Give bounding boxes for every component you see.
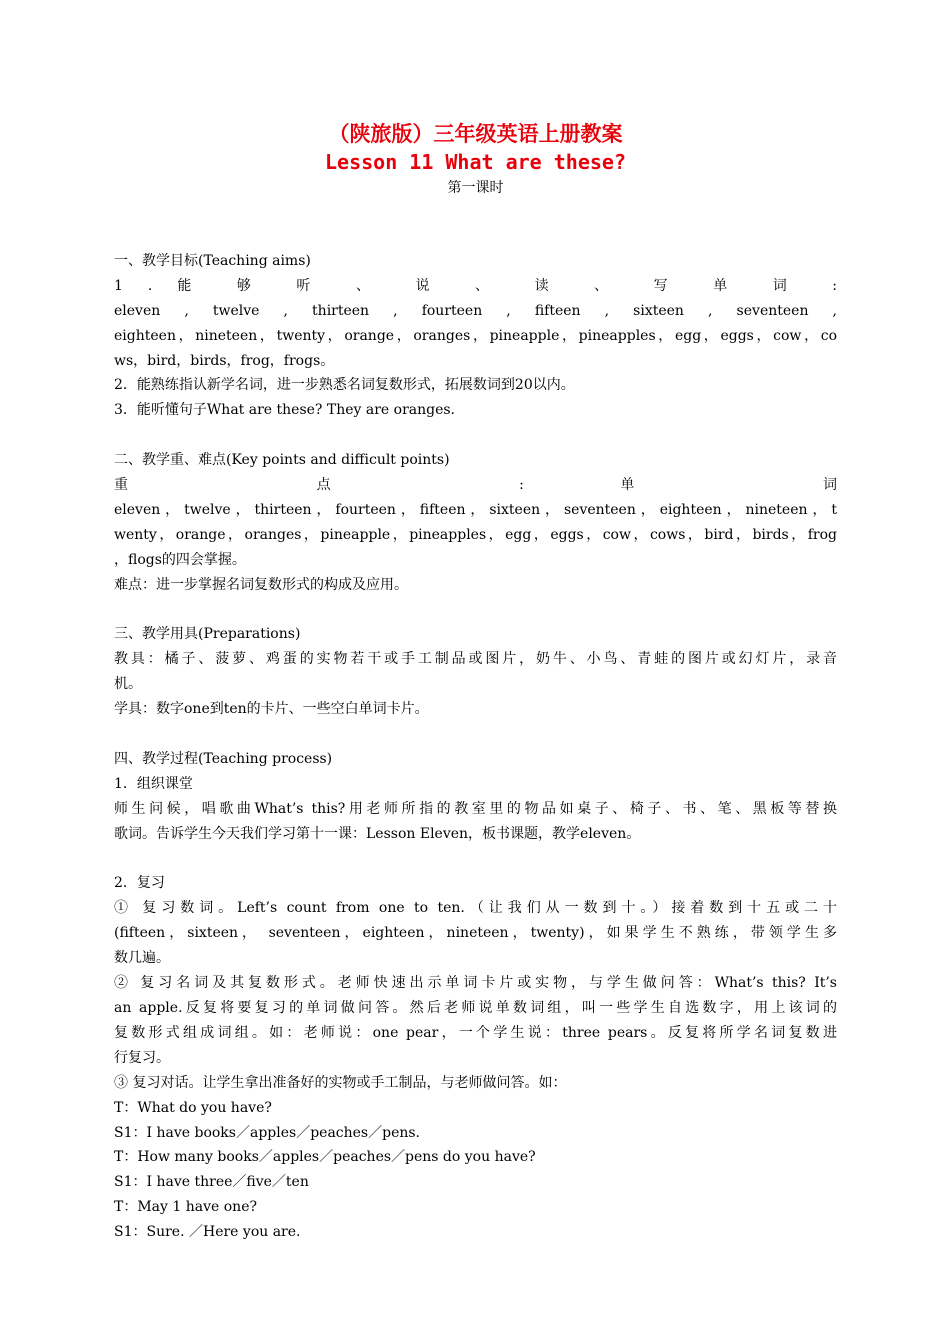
- key-points-lead: 重 点 : 单 词: [114, 477, 837, 494]
- aims-item2: 2．能熟练指认新学名词，进一步熟悉名词复数形式，拓展数词到20以内。: [114, 377, 575, 394]
- spacer: [114, 847, 837, 872]
- dialog-line: T：How many books／apples／peaches／pens do you have?: [114, 1149, 536, 1166]
- review-nouns: ② 复习名词及其复数形式。老师快速出示单词卡片或实物，与学生做问答：What’s this? It’s: [114, 975, 837, 992]
- aims-item1-words: eighteen，nineteen，twenty，orange，oranges，pineapple，pineapples，egg，eggs，cow，co: [114, 327, 837, 344]
- key-points-words: ，flogs的四会掌握。: [114, 551, 246, 568]
- review-dialog-intro: ③ 复习对话。让学生拿出准备好的实物或手工制品，与老师做问答。如：: [114, 1074, 567, 1091]
- aims-item1-lead: 1 . 能 够 听 、 说 、 读 、 写 单 词 :: [114, 277, 837, 294]
- review-nouns: 复数形式组成词组。如：老师说：one pear，一个学生说：three pears。反复将所学名词复数进: [114, 1024, 837, 1041]
- document-title: （陕旅版）三年级英语上册教案: [328, 121, 623, 146]
- lesson-title: Lesson 11 What are these?: [324, 150, 627, 174]
- difficult-points: 难点：进一步掌握名词复数形式的构成及应用。: [114, 576, 408, 593]
- section-heading-process: 四、教学过程(Teaching process): [114, 750, 333, 767]
- aims-item1-words: eleven , twelve , thirteen , fourteen , fifteen , sixteen , seventeen ,: [114, 302, 837, 319]
- spacer: [114, 224, 837, 249]
- spacer: [114, 423, 837, 448]
- step1-text: 师生问候，唱歌曲What’s this?用老师所指的教室里的物品如桌子、椅子、书、笔、黑板等替换: [114, 800, 837, 817]
- review-numbers: ① 复习数词。Left’s count from one to ten.（让我们从一数到十。）接着数到十五或二十: [114, 900, 837, 917]
- section-heading-key-points: 二、教学重、难点(Key points and difficult points): [114, 452, 450, 469]
- key-points-words: wenty，orange，oranges，pineapple，pineapples，egg，eggs，cow，cows，bird，birds，frog: [114, 526, 837, 543]
- spacer: [114, 722, 837, 747]
- dialog-line: S1：I have three／five／ten: [114, 1174, 309, 1191]
- section-heading-aims: 一、教学目标(Teaching aims): [114, 252, 311, 269]
- step2-title: 2．复习: [114, 875, 165, 892]
- aims-item1-words: ws，bird，birds，frog，frogs。: [114, 352, 335, 369]
- spacer: [114, 598, 837, 623]
- dialog-line: S1：Sure. ／Here you are.: [114, 1224, 301, 1241]
- section-heading-preparations: 三、教学用具(Preparations): [114, 626, 301, 643]
- lesson-period: 第一课时: [447, 180, 504, 196]
- key-points-words: eleven，twelve，thirteen，fourteen，fifteen，sixteen，seventeen，eighteen，nineteen，t: [114, 501, 837, 518]
- document-page: [114, 120, 837, 1245]
- aims-item3: 3．能听懂句子What are these? They are oranges.: [114, 402, 456, 419]
- dialog-line: S1：I have books／apples／peaches／pens.: [114, 1124, 421, 1141]
- step1-title: 1．组织课堂: [114, 775, 193, 792]
- teacher-materials: 教具：橘子、菠萝、鸡蛋的实物若干或手工制品或图片，奶牛、小鸟、青蛙的图片或幻灯片，录音: [114, 651, 837, 668]
- dialog-line: T：May 1 have one?: [114, 1199, 257, 1216]
- student-materials: 学具：数字one到ten的卡片、一些空白单词卡片。: [114, 701, 429, 718]
- review-nouns: an apple.反复将要复习的单词做问答。然后老师说单数词组，叫一些学生自选数字，用上该词的: [114, 1000, 837, 1017]
- teacher-materials: 机。: [114, 676, 142, 693]
- review-nouns: 行复习。: [114, 1049, 170, 1066]
- dialog-line: T：What do you have?: [114, 1099, 272, 1116]
- review-numbers: (fifteen，sixteen， seventeen，eighteen，nineteen，twenty)，如果学生不熟练，带领学生多: [114, 925, 837, 942]
- review-numbers: 数几遍。: [114, 950, 170, 967]
- step1-text: 歌词。告诉学生今天我们学习第十一课：Lesson Eleven，板书课题，教学eleven。: [114, 825, 641, 842]
